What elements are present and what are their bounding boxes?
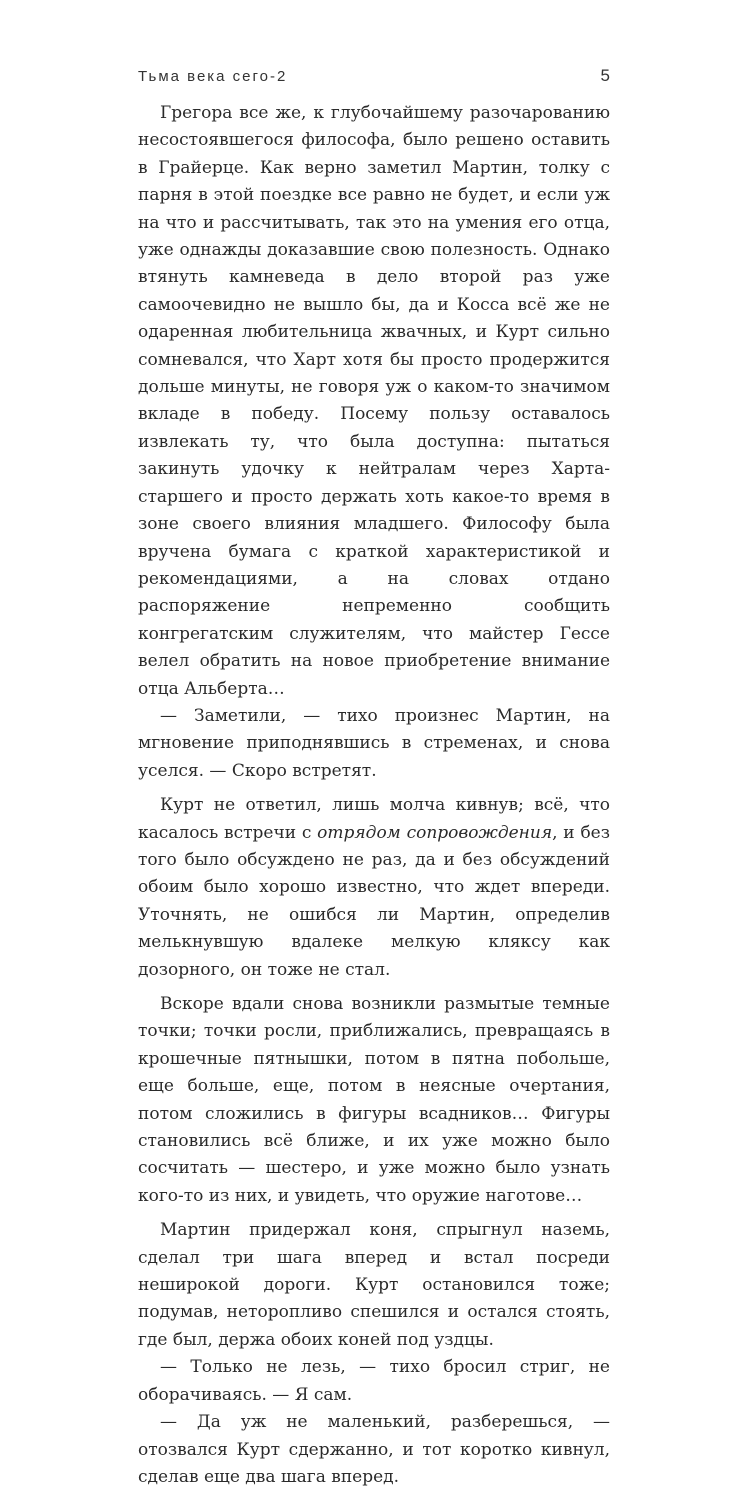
body-text bbox=[138, 100, 610, 1491]
text-run: — Только не лезь, — тихо бросил стриг, не оборачиваясь. — Я сам. bbox=[138, 1357, 610, 1405]
page-number: 5 bbox=[600, 66, 610, 85]
text-run: — Да уж не маленький, разберешься, — отозвался Курт сдержанно, и тот коротко кивнул, сделав еще два шага вперед. bbox=[138, 1412, 610, 1487]
text-run: Мартин придержал коня, спрыгнул наземь, сделал три шага вперед и встал посреди неширокой дороги. Курт остановился тоже; подумав, неторопливо спешился и остался стоять, где был, держа обоих коней под уздцы. bbox=[138, 1220, 610, 1350]
text-run: Курт не ответил, лишь молча кивнув; всё, что касалось встречи с bbox=[138, 795, 610, 843]
paragraph bbox=[138, 1354, 610, 1409]
italic-phrase: отрядом сопровождения bbox=[317, 822, 553, 843]
running-title: Тьма века сего-2 bbox=[138, 68, 288, 85]
text-run: , и без того было обсуждено не раз, да и без обсуждений обоим было хорошо известно, что ждет впереди. Уточнять, не ошибся ли Мартин, определив мелькнувшую вдалеке мелкую кляксу как дозорного, он тоже не стал. bbox=[138, 822, 611, 980]
text-run: — Заметили, — тихо произнес Мартин, на мгновение приподнявшись в стременах, и снова уселся. — Скоро встретят. bbox=[138, 705, 610, 781]
running-head bbox=[138, 62, 610, 90]
paragraph bbox=[138, 100, 610, 703]
text-run: Вскоре вдали снова возникли размытые темные точки; точки росли, приближались, превращаясь в крошечные пятнышки, потом в пятна побольше, еще больше, еще, потом в неясные очертания, потом сложились в фигуры всадников… Фигуры становились всё ближе, и их уже можно было сосчитать — шестеро, и уже можно было узнать кого-то из них, и увидеть, что оружие наготове… bbox=[138, 994, 610, 1206]
paragraph bbox=[138, 792, 610, 984]
paragraph bbox=[138, 991, 610, 1210]
paragraph bbox=[138, 1409, 610, 1491]
paragraph bbox=[138, 703, 610, 785]
text-run: Грегора все же, к глубочайшему разочарованию несостоявшегося философа, было решено оставить в Грайерце. Как верно заметил Мартин, толку с парня в этой поездке все равно не будет, и если уж на что и рассчитывать, так это на умения его отца, уже однажды доказавшие свою полезность. Однако втянуть камневеда в дело второй раз уже самоочевидно не вышло бы, да и Косса всё же не одаренная любительница жвачных, и Курт сильно сомневался, что Харт хотя бы просто продержится дольше минуты, не говоря уж о каком-то значимом вкладе в победу. Посему пользу оставалось извлекать ту, что была доступна: пытаться закинуть удочку к нейтралам через Харта-старшего и просто держать хоть какое-то время в зоне своего влияния младшего. Философу была вручена бумага с краткой характеристикой и рекомендациями, а на словах отдано распоряжение непременно сообщить конгрегатским служителям, что майстер Гессе велел обратить на новое приобретение внимание отца Альберта… bbox=[138, 103, 610, 699]
paragraph bbox=[138, 1217, 610, 1354]
